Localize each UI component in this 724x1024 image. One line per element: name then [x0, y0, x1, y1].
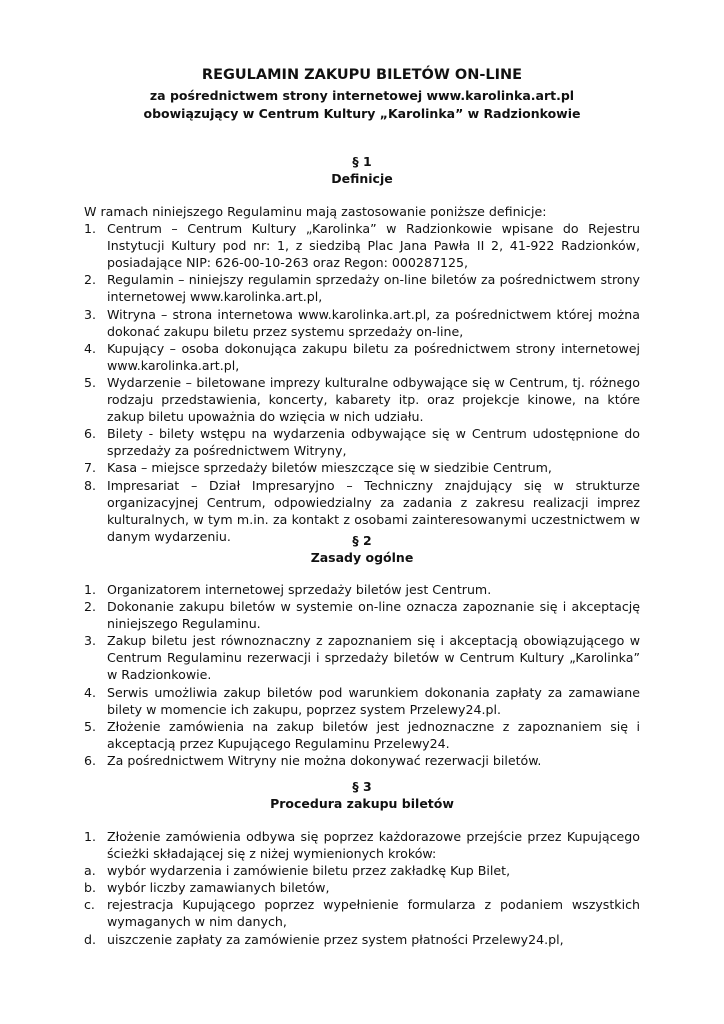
section-1-symbol: § 1	[352, 154, 372, 169]
list-item: 3. Zakup biletu jest równoznaczny z zapoznaniem się i akceptacją obowiązującego w Centrum Regulaminu rezerwacji i sprzedaży biletów w Centrum Kultury „Karolinka” w Radzionkowie.	[84, 633, 640, 683]
list-item: 7. Kasa – miejsce sprzedaży biletów mieszczące się w siedzibie Centrum,	[84, 460, 552, 476]
section-1-intro: W ramach niniejszego Regulaminu mają zastosowanie poniższe definicje:	[84, 204, 547, 219]
document-subtitle-website: za pośrednictwem strony internetowej www.karolinka.art.pl	[149, 88, 575, 103]
list-item: 5. Wydarzenie – biletowane imprezy kulturalne odbywające się w Centrum, tj. różnego rodzaju przedstawienia, koncerty, kabarety itp. oraz projekcje kinowe, na które zakup biletu upoważnia do wzięcia w nich udziału.	[84, 374, 640, 425]
section-1-body	[84, 203, 640, 545]
list-item: 1. Organizatorem internetowej sprzedaży biletów jest Centrum.	[84, 582, 492, 597]
list-item: 6. Bilety - bilety wstępu na wydarzenia odbywające się w Centrum udostępnione do sprzedaży za pośrednictwem Witryny,	[84, 426, 640, 459]
list-item: 5. Złożenie zamówienia na zakup biletów jest jednoznaczne z zapoznaniem się i akceptacją przez Kupującego Regulaminu Przelewy24.	[84, 718, 640, 751]
list-item: 2. Regulamin – niniejszy regulamin sprzedaży on-line biletów za pośrednictwem strony internetowej www.karolinka.art.pl,	[84, 272, 640, 305]
list-item: 2. Dokonanie zakupu biletów w systemie on-line oznacza zapoznanie się i akceptację niniejszego Regulaminu.	[84, 599, 640, 632]
list-item: c. rejestracja Kupującego poprzez wypełnienie formularza z podaniem wszystkich wymaganych w nim danych,	[84, 897, 640, 930]
list-item: d. uiszczenie zapłaty za zamówienie przez system płatności Przelewy24.pl,	[84, 931, 564, 947]
purchase-procedure-list	[84, 828, 640, 948]
general-rules-list	[84, 581, 640, 769]
list-item: b. wybór liczby zamawianych biletów,	[84, 880, 330, 896]
section-2-body	[84, 581, 640, 769]
list-item: 3. Witryna – strona internetowa www.karolinka.art.pl, za pośrednictwem której można dokonać zakupu biletu przez systemu sprzedaży on-line,	[84, 306, 640, 339]
definitions-list	[84, 220, 640, 545]
list-item: 1. Centrum – Centrum Kultury „Karolinka” w Radzionkowie wpisane do Rejestru Instytucji Kultury pod nr: 1, z siedzibą Plac Jana Pawła II 2, 41-922 Radzionków, posiadające NIP: 626-00-10-263 oraz Regon: 000287125,	[84, 221, 640, 271]
section-3-body	[84, 828, 640, 948]
section-2-heading: Zasady ogólne	[310, 550, 414, 565]
section-3-heading: Procedura zakupu biletów	[270, 796, 454, 811]
list-item: 8. Impresariat – Dział Impresaryjno – Techniczny znajdujący się w strukturze organizacyjnej Centrum, odpowiedzialny za zadania z zakresu realizacji imprez kulturalnych, w tym m.in. za kontakt z osobami zainteresowanymi uczestnictwem w danym wydarzeniu.	[84, 477, 640, 544]
purchase-steps-list	[84, 862, 640, 947]
document-subtitle-institution: obowiązujący w Centrum Kultury „Karolinka” w Radzionkowie	[143, 106, 581, 121]
list-item: 1. Złożenie zamówienia odbywa się poprzez każdorazowe przejście przez Kupującego ścieżki składającej się z niżej wymienionych kroków: a. wybór wydarzenia i zamówienie biletu przez zakładkę Kup Bilet, b. wybór liczby zamawianych biletów, c. rejestracja Kupującego poprzez wypełnienie formularza z podaniem wszystkich wymaganych w nim danych, d. uiszczenie zapłaty za zamówienie przez system płatności Przelewy24.pl,	[84, 829, 640, 947]
document-title: REGULAMIN ZAKUPU BILETÓW ON-LINE	[201, 67, 523, 83]
list-item: a. wybór wydarzenia i zamówienie biletu przez zakładkę Kup Bilet,	[84, 863, 511, 879]
list-item: 4. Kupujący – osoba dokonująca zakupu biletu za pośrednictwem strony internetowej www.karolinka.art.pl,	[84, 340, 640, 373]
section-3-symbol: § 3	[352, 779, 372, 794]
section-1-heading: Definicje	[331, 171, 393, 186]
list-item: 6. Za pośrednictwem Witryny nie można dokonywać rezerwacji biletów.	[84, 752, 542, 768]
list-item: 4. Serwis umożliwia zakup biletów pod warunkiem dokonania zapłaty za zamawiane bilety w momencie ich zakupu, poprzez system Przelewy24.pl.	[84, 684, 640, 717]
section-2-symbol: § 2	[352, 533, 372, 548]
